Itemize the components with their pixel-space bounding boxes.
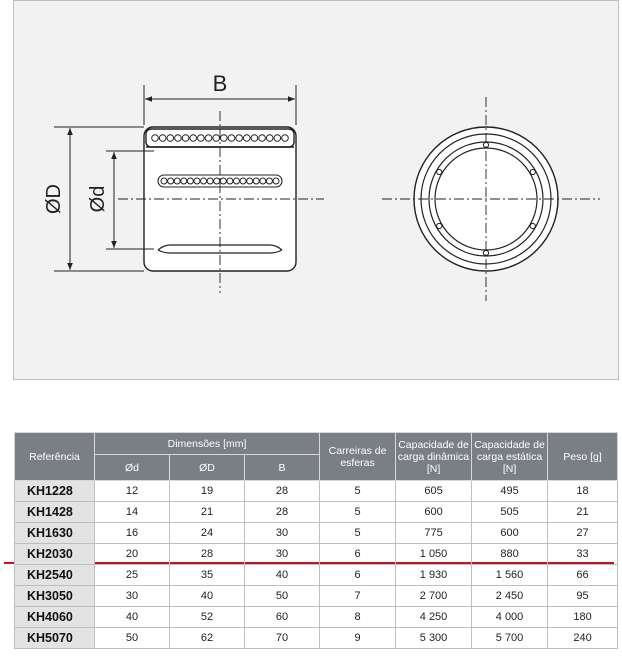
ball [198,135,205,142]
dim-b-label: B [212,71,228,96]
header-reference: Referência [15,433,95,481]
specifications-table [14,432,618,649]
row-tracks: 8 [320,607,396,628]
ball [161,178,167,184]
ball [274,135,281,142]
row-static-load: 2 450 [472,586,548,607]
row-outer-diameter: 52 [170,607,245,628]
row-dynamic-load: 1 930 [396,565,472,586]
header-length: B [245,455,320,481]
row-outer-diameter: 28 [170,544,245,565]
row-dynamic-load: 5 300 [396,628,472,649]
row-outer-diameter: 19 [170,481,245,502]
table-row [15,544,618,565]
row-weight: 27 [548,523,618,544]
end-ball [437,169,442,174]
row-length: 60 [245,607,320,628]
row-tracks: 5 [320,481,396,502]
row-outer-diameter: 62 [170,628,245,649]
ball [266,135,273,142]
row-reference: KH3050 [15,586,95,607]
dim-outer-label: ØD [43,184,65,214]
row-reference: KH1228 [15,481,95,502]
row-dynamic-load: 4 250 [396,607,472,628]
row-reference: KH5070 [15,628,95,649]
header-dynamic-load: Capacidade de carga dinâmica [N] [396,433,472,481]
ball [220,178,226,184]
ball [205,135,212,142]
row-outer-diameter: 40 [170,586,245,607]
ball [187,178,193,184]
ball [260,178,266,184]
ball [273,178,279,184]
row-length: 50 [245,586,320,607]
ball [259,135,266,142]
table-row [15,565,618,586]
row-inner-diameter: 12 [95,481,170,502]
row-reference: KH1428 [15,502,95,523]
header-tracks: Carreiras de esferas [320,433,396,481]
row-length: 40 [245,565,320,586]
row-reference: KH4060 [15,607,95,628]
ball [247,178,253,184]
row-outer-diameter: 35 [170,565,245,586]
ball [233,178,239,184]
row-inner-diameter: 20 [95,544,170,565]
row-static-load: 1 560 [472,565,548,586]
row-outer-diameter: 24 [170,523,245,544]
row-weight: 180 [548,607,618,628]
ball [228,135,235,142]
ball [227,178,233,184]
row-tracks: 5 [320,523,396,544]
ball [201,178,207,184]
end-ball [437,223,442,228]
ball [221,135,228,142]
row-inner-diameter: 40 [95,607,170,628]
ball [190,135,197,142]
row-weight: 240 [548,628,618,649]
ball [159,135,166,142]
header-inner-diameter: Ød [95,455,170,481]
row-tracks: 7 [320,586,396,607]
row-weight: 66 [548,565,618,586]
row-weight: 95 [548,586,618,607]
ball [175,135,182,142]
row-static-load: 495 [472,481,548,502]
row-dynamic-load: 2 700 [396,586,472,607]
ball [266,178,272,184]
row-weight: 18 [548,481,618,502]
row-reference: KH2030 [15,544,95,565]
row-reference: KH1630 [15,523,95,544]
ball [214,178,220,184]
ball [243,135,250,142]
header-dimensions: Dimensões [mm] [95,433,320,455]
row-inner-diameter: 30 [95,586,170,607]
row-tracks: 5 [320,502,396,523]
table-row [15,607,618,628]
header-static-load: Capacidade de carga estática [N] [472,433,548,481]
row-length: 30 [245,544,320,565]
row-static-load: 505 [472,502,548,523]
ball [167,135,174,142]
ball [182,135,189,142]
dim-inner-label: Ød [87,185,109,213]
row-dynamic-load: 605 [396,481,472,502]
row-tracks: 9 [320,628,396,649]
end-ball [530,223,535,228]
row-length: 70 [245,628,320,649]
ball [253,178,259,184]
row-length: 28 [245,502,320,523]
row-static-load: 600 [472,523,548,544]
header-outer-diameter: ØD [170,455,245,481]
row-static-load: 5 700 [472,628,548,649]
row-tracks: 6 [320,544,396,565]
row-dynamic-load: 1 050 [396,544,472,565]
row-inner-diameter: 14 [95,502,170,523]
ball [213,135,220,142]
row-length: 30 [245,523,320,544]
table-row [15,586,618,607]
row-tracks: 6 [320,565,396,586]
ball [174,178,180,184]
ball [181,178,187,184]
header-weight: Peso [g] [548,433,618,481]
row-static-load: 880 [472,544,548,565]
table-row [15,628,618,649]
row-dynamic-load: 775 [396,523,472,544]
row-length: 28 [245,481,320,502]
bearing-drawing [14,1,620,381]
ball [152,135,159,142]
end-ball [530,169,535,174]
table-row [15,502,618,523]
row-inner-diameter: 50 [95,628,170,649]
table-row [15,481,618,502]
ball [194,178,200,184]
ball [251,135,258,142]
ball [282,135,289,142]
row-dynamic-load: 600 [396,502,472,523]
technical-drawing-panel [13,0,619,380]
row-outer-diameter: 21 [170,502,245,523]
ball [236,135,243,142]
row-reference: KH2540 [15,565,95,586]
row-weight: 33 [548,544,618,565]
row-inner-diameter: 16 [95,523,170,544]
ball [240,178,246,184]
table-row [15,523,618,544]
row-weight: 21 [548,502,618,523]
ball [207,178,213,184]
row-inner-diameter: 25 [95,565,170,586]
row-static-load: 4 000 [472,607,548,628]
ball [168,178,174,184]
